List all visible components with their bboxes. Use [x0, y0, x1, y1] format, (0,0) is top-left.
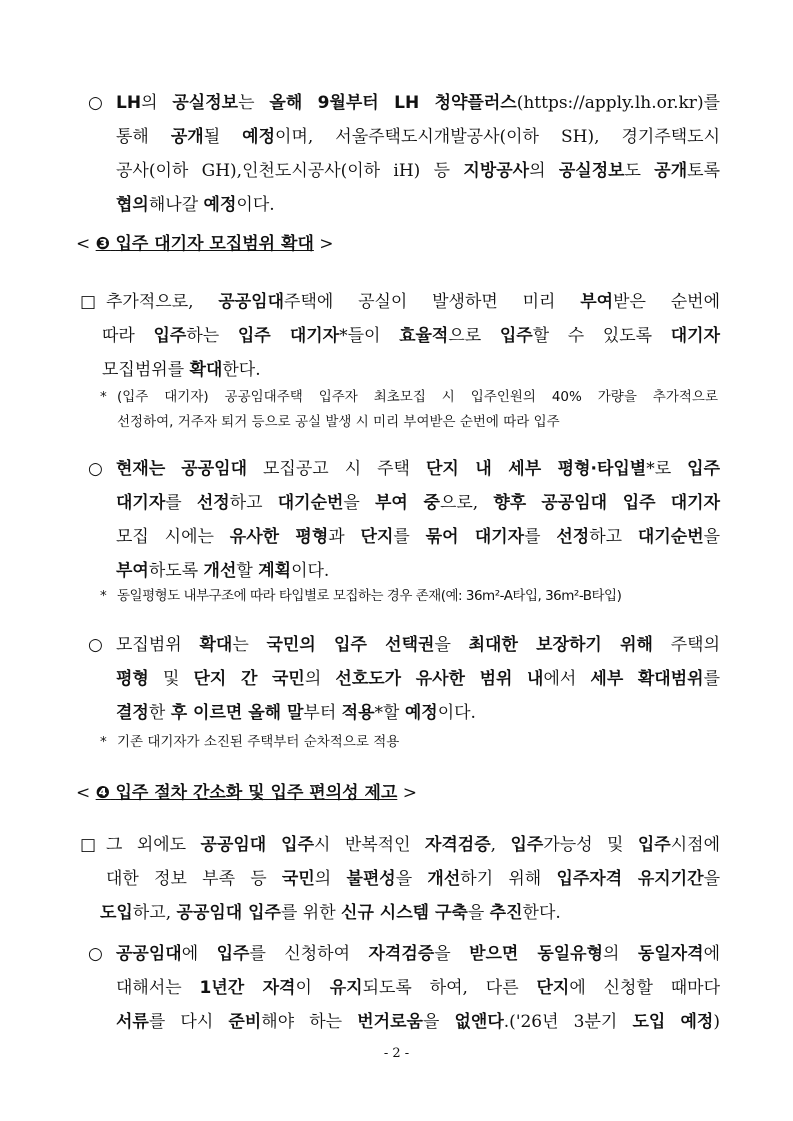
text-line: 도입하고, 공공임대 입주를 위한 신규 시스템 구축을 추진한다. [100, 903, 561, 923]
heading-open: < [76, 234, 91, 254]
circle-bullet-icon: ○ [88, 944, 103, 964]
text-line: 기존 대기자가 소진된 주택부터 순차적으로 적용 [117, 734, 400, 750]
text-line: 대한 정보 부족 등 국민의 불편성을 개선하기 위해 입주자격 유지기간을 [106, 869, 721, 889]
text-line: 공공임대에 입주를 신청하여 자격검증을 받으면 동일유형의 동일자격에 [116, 944, 721, 964]
paragraph-procedure-simplification [80, 828, 720, 930]
square-bullet-icon: □ [80, 292, 97, 312]
heading-open: < [76, 783, 91, 803]
footnote-apply-order [100, 730, 718, 755]
text-line: 따라 입주하는 입주 대기자*들이 효율적으로 입주할 수 있도록 대기자 [102, 326, 721, 346]
text-line: 협의해나갈 예정이다. [116, 195, 275, 215]
circle-bullet-icon: ○ [88, 459, 103, 479]
text-line: 모집 시에는 유사한 평형과 단지를 묶어 대기자를 선정하고 대기순번을 [116, 527, 721, 547]
text-line: 통해 공개될 예정이며, 서울주택도시개발공사(이하 SH), 경기주택도시 [116, 127, 721, 147]
paragraph-waitlist-expansion [80, 285, 720, 387]
circle-bullet-icon: ○ [88, 93, 103, 113]
text-line: 서류를 다시 준비해야 하는 번거로움을 없앤다.('26년 3분기 도입 예정) [116, 1012, 720, 1032]
number-4-icon: ❹ [95, 783, 111, 803]
bullet-vacancy-info [88, 86, 720, 222]
section-heading-4 [76, 779, 417, 807]
number-3-icon: ❸ [95, 234, 111, 254]
heading-close: > [402, 783, 417, 803]
text-line: 그 외에도 공공임대 입주시 반복적인 자격검증, 입주가능성 및 입주시점에 [106, 835, 721, 855]
bullet-current-practice [88, 452, 720, 588]
text-line: LH의 공실정보는 올해 9월부터 LH 청약플러스(https://apply.lh.or.kr)를 [116, 93, 720, 113]
text-line: 대해서는 1년간 자격이 유지되도록 하여, 다른 단지에 신청할 때마다 [116, 978, 721, 998]
asterisk-icon: * [100, 588, 107, 604]
square-bullet-icon: □ [80, 835, 97, 855]
heading-title: 입주 절차 간소화 및 입주 편의성 제고 [115, 783, 398, 803]
text-line: 공사(이하 GH),인천도시공사(이하 iH) 등 지방공사의 공실정보도 공개토록 [116, 161, 721, 181]
text-line: (입주 대기자) 공공임대주택 입주자 최초모집 시 입주인원의 40% 가량을 추가적으로 [117, 389, 718, 405]
page-number: - 2 - [383, 1046, 410, 1061]
asterisk-icon: * [100, 734, 107, 750]
text-line: 결정한 후 이르면 올해 말부터 적용*할 예정이다. [116, 703, 476, 723]
text-line: 현재는 공공임대 모집공고 시 주택 단지 내 세부 평형·타입별*로 입주 [116, 459, 721, 479]
section-heading-3 [76, 230, 334, 258]
text-line: 평형 및 단지 간 국민의 선호도가 유사한 범위 내에서 세부 확대범위를 [116, 669, 721, 689]
asterisk-icon: * [100, 389, 107, 405]
text-line: 선정하여, 거주자 퇴거 등으로 공실 발생 시 미리 부여받은 순번에 따라 입주 [117, 414, 560, 430]
text-line: 동일평형도 내부구조에 따라 타입별로 모집하는 경우 존재(예: 36m²-A타입, 36m²-B타입) [117, 588, 622, 604]
text-line: 모집범위를 확대한다. [102, 360, 261, 380]
circle-bullet-icon: ○ [88, 635, 103, 655]
bullet-scope-expansion [88, 628, 720, 730]
text-line: 모집범위 확대는 국민의 입주 선택권을 최대한 보장하기 위해 주택의 [116, 635, 721, 655]
heading-close: > [319, 234, 334, 254]
heading-title: 입주 대기자 모집범위 확대 [115, 234, 314, 254]
text-line: 부여하도록 개선할 계획이다. [116, 561, 330, 581]
text-line: 추가적으로, 공공임대주택에 공실이 발생하면 미리 부여받은 순번에 [106, 292, 721, 312]
footnote-waitlist-definition [100, 385, 718, 435]
bullet-qualification-retention [88, 937, 720, 1039]
text-line: 대기자를 선정하고 대기순번을 부여 중으로, 향후 공공임대 입주 대기자 [116, 493, 720, 513]
footnote-type-recruitment [100, 584, 720, 609]
